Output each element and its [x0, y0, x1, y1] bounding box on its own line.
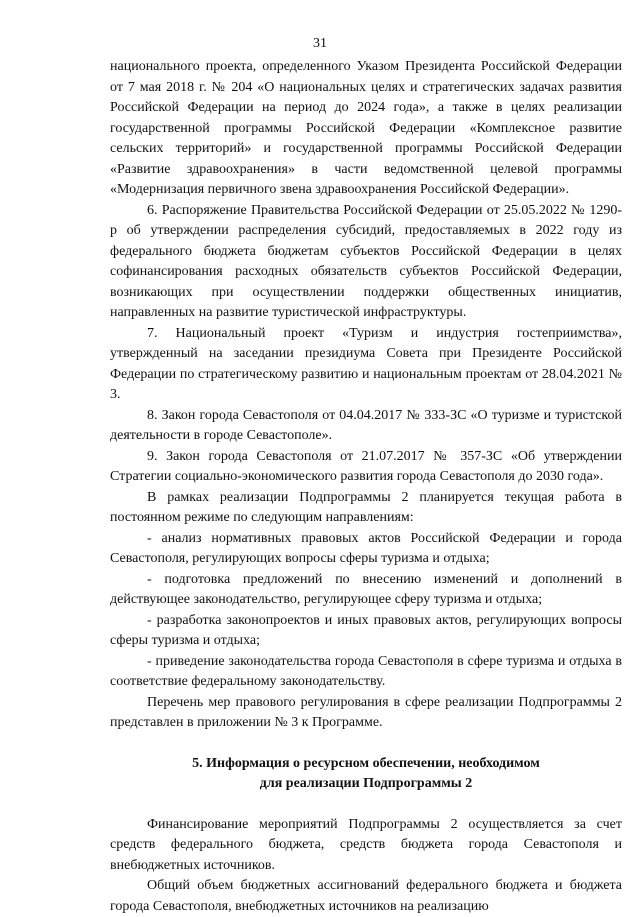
- paragraph-measures-list: Перечень мер правового регулирования в сфере реализации Подпрограммы 2 представлен в приложении № 3 к Программе.: [110, 694, 622, 730]
- bullet-item: - подготовка предложений по внесению изменений и дополнений в действующее законодательство, регулирующее сферу туризма и отдыха;: [110, 571, 622, 607]
- list-item-8: 8. Закон города Севастополя от 04.04.2017 № 333-ЗС «О туризме и туристской деятельности в городе Севастополе».: [110, 407, 622, 443]
- page-number: 31: [313, 36, 327, 51]
- paragraph-continuation: национального проекта, определенного Указом Президента Российской Федерации от 7 мая 2018 г. № 204 «О национальных целях и стратегических задачах развития Российской Федерации на период до 2024 года», а также в целях реализации государственной программы Российской Федерации «Комплексное развитие сельских территорий» и государственной программы Российской Федерации «Развитие здравоохранения» в части ведомственной целевой программы «Модернизация первичного звена здравоохранения Российской Федерации».: [110, 59, 622, 197]
- paragraph-directions-intro: В рамках реализации Подпрограммы 2 планируется текущая работа в постоянном режиме по следующим направлениям:: [110, 489, 622, 525]
- section-heading: [110, 754, 622, 795]
- document-body: [110, 57, 622, 917]
- paragraph-financing: Финансирование мероприятий Подпрограммы 2 осуществляется за счет средств федерального бюджета, средств бюджета города Севастополя и внебюджетных источников.: [110, 816, 622, 873]
- section-heading-line-1: 5. Информация о ресурсном обеспечении, необходимом: [192, 755, 540, 771]
- list-item-7: 7. Национальный проект «Туризм и индустрия гостеприимства», утвержденный на заседании президиума Совета при Президенте Российской Федерации по стратегическому развитию и национальным проектам от 28.04.2021 № 3.: [110, 325, 622, 402]
- bullet-item: - разработка законопроектов и иных правовых актов, регулирующих вопросы сферы туризма и отдыха;: [110, 612, 622, 648]
- bullet-item: - приведение законодательства города Севастополя в сфере туризма и отдыха в соответствие федеральному законодательству.: [110, 653, 622, 689]
- bullet-item: - анализ нормативных правовых актов Российской Федерации и города Севастополя, регулирующих вопросы сферы туризма и отдыха;: [110, 530, 622, 566]
- list-item-9: 9. Закон города Севастополя от 21.07.2017 № 357-ЗС «Об утверждении Стратегии социально-экономического развития города Севастополя до 2030 года».: [110, 448, 622, 484]
- paragraph-budget-total: Общий объем бюджетных ассигнований федерального бюджета и бюджета города Севастополя, внебюджетных источников на реализацию: [110, 878, 622, 914]
- list-item-6: 6. Распоряжение Правительства Российской Федерации от 25.05.2022 № 1290-р об утверждении распределения субсидий, предоставляемых в 2022 году из федерального бюджета бюджетам субъектов Российской Федерации в целях софинансирования расходных обязательств субъектов Российской Федерации, возникающих при осуществлении поддержки общественных инициатив, направленных на развитие туристической инфраструктуры.: [110, 202, 622, 320]
- section-heading-line-2: для реализации Подпрограммы 2: [259, 776, 473, 791]
